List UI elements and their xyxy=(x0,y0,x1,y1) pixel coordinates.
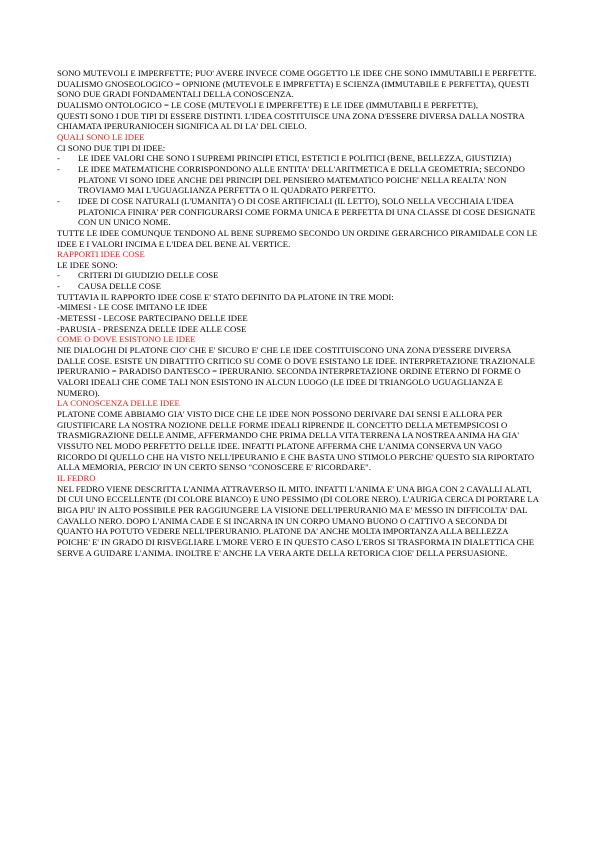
bullet-dash: - xyxy=(57,195,60,206)
paragraph: TUTTAVIA IL RAPPORTO IDEE COSE E' STATO DEFINITO DA PLATONE IN TRE MODI: xyxy=(57,291,394,302)
paragraph: DUALISMO GNOSEOLOGICO = OPNIONE (MUTEVOLE E IMPRFETTA) E SCIENZA (IMMUTABILE E PERFETTA), QUESTI SONO DUE GRADI FONDAMENTALI DELLA CONOSCENZA. xyxy=(57,78,530,100)
bullet-text: IDEE DI COSE NATURALI (L'UMANITA') O DI COSE ARTIFICIALI (IL LETTO), SOLO NELLA VECCHIAIA L'IDEA PLATONICA FINIRA' PER CONFIGURARSI COME FORMA UNICA E PERFETTA DI UNA CLASSE DI COSE DESIGNATE CON UN UNICO NOME. xyxy=(78,195,536,228)
bullet-item xyxy=(57,270,541,281)
bullet-dash: - xyxy=(57,153,60,164)
paragraph: LE IDEE SONO: xyxy=(57,259,118,270)
bullet-item xyxy=(57,164,541,196)
paragraph: DUALISMO ONTOLOGICO = LE COSE (MUTEVOLI E IMPERFETTE) E LE IDEE (IMMUTABILI E PERFETTE), xyxy=(57,99,478,110)
section-heading: QUALI SONO LE IDEE xyxy=(57,131,145,142)
bullet-text: LE IDEE MATEMATICHE CORRISPONDONO ALLE ENTITA' DELL'ARITMETICA E DELLA GEOMETRIA; SECONDO PLATONE VI SONO IDEE ANCHE DEI PRINCIPI DEL PENSIERO MATEMATICO POICHE' NELLA REALTA' NON TROVIAMO MAI L'UGUAGLIANZA PERFETTA O IL QUADRATO PERFETTO. xyxy=(78,163,525,196)
bullet-dash: - xyxy=(57,281,60,292)
bullet-item xyxy=(57,281,541,292)
paragraph: TUTTE LE IDEE COMUNQUE TENDONO AL BENE SUPREMO SECONDO UN ORDINE GERARCHICO PIRAMIDALE CON LE IDEE E I VALORI INCIMA E L'IDEA DEL BENE AL VERTICE. xyxy=(57,227,538,249)
section-heading: COME O DOVE ESISTONO LE IDEE xyxy=(57,334,196,345)
bullet-dash: - xyxy=(57,270,60,281)
paragraph: CI SONO DUE TIPI DI IDEE: xyxy=(57,142,166,153)
paragraph: NIE DIALOGHI DI PLATONE CIO' CHE E' SICURO E' CHE LE IDEE COSTITUISCONO UNA ZONA D'ESSERE DIVERSA DALLE COSE. ESISTE UN DIBATTITO CRITICO SU COME O DOVE ESISTANO LE IDEE. INTERPRETAZIONE TRAZIONALE IPERURANIO = PARADISO DANTESCO = IPERURANIO. SECONDA INTERPRETAZIONE ORDINE ETERNO DI FORME O VALORI IDEALI CHE COME TALI NON ESISTONO IN ALCUN LUOGO (LE IDEE DI TRIANGOLO UGUAGLIANZA E NUMERO). xyxy=(57,345,535,398)
paragraph: -METESSI - LECOSE PARTECIPANO DELLE IDEE xyxy=(57,313,248,324)
section-heading: LA CONOSCENZA DELLE IDEE xyxy=(57,398,180,409)
bullet-item xyxy=(57,153,541,164)
bullet-text: CAUSA DELLE COSE xyxy=(78,281,162,292)
document-page xyxy=(57,68,541,558)
section-heading: RAPPORTI IDEE COSE xyxy=(57,249,145,260)
bullet-text: CRITERI DI GIUDIZIO DELLE COSE xyxy=(78,270,219,281)
section-heading: IL FEDRO xyxy=(57,472,96,483)
paragraph: -PARUSIA - PRESENZA DELLE IDEE ALLE COSE xyxy=(57,323,247,334)
paragraph: PLATONE COME ABBIAMO GIA' VISTO DICE CHE LE IDEE NON POSSONO DERIVARE DAI SENSI E ALLORA PER GIUSTIFICARE LA NOSTRA NOZIONE DELLE FORME IDEALI RIPRENDE IL CONCETTO DELLA METEMPSICOSI O TRASMIGRAZIONE DELLE ANIME, AFFERMANDO CHE PRIMA DELLA VITA TERRENA LA NOSTREA ANIMA HA GIA' VISSUTO NEL MODO PERFETTO DELLE IDEE. INFATTI PLATONE AFFERMA CHE L'ANIMA CONSERVA UN VAGO RICORDO DI QUELLO CHE HA VISTO NELL'IPEURANIO E CHE BASTA UNO STIMOLO PERCHE' QUESTO SIA RIPORTATO ALLA MEMORIA, PERCIO' IN UN CERTO SENSO "CONOSCERE E' RICORDARE". xyxy=(57,409,535,473)
paragraph: SONO MUTEVOLI E IMPERFETTE; PUO' AVERE INVECE COME OGGETTO LE IDEE CHE SONO IMMUTABILI E PERFETTE. xyxy=(57,68,537,78)
bullet-text: LE IDEE VALORI CHE SONO I SUPREMI PRINCIPI ETICI, ESTETICI E POLITICI (BENE, BELLEZZA, GIUSTIZIA) xyxy=(78,153,512,164)
bullet-item xyxy=(57,196,541,228)
paragraph: -MIMESI - LE COSE IMITANO LE IDEE xyxy=(57,302,208,313)
paragraph: NEL FEDRO VIENE DESCRITTA L'ANIMA ATTRAVERSO IL MITO. INFATTI L'ANIMA E' UNA BIGA CON 2 CAVALLI ALATI, DI CUI UNO ECCELLENTE (DI COLORE BIANCO) E UNO PESSIMO (DI COLORE NERO). L'AURIGA CERCA DI PORTARE LA BIGA PIU' IN ALTO POSSIBILE PER RAGGIUNGERE LA VISIONE DELL'IPERURANIO MA E' MESSO IN DIFFICOLTA' DAL CAVALLO NERO. DOPO L'ANIMA CADE E SI INCARNA IN UN CORPO UMANO BUONO O CATTIVO A SECONDA DI QUANTO HA POTUTO VEDERE NELL'IPERURANIO. PLATONE DA' ANCHE MOLTA IMPORTANZA ALLA BELLEZZA POICHE' E' IN GRADO DI RISVEGLIARE L'MORE VERO E IN QUESTO CASO L'EROS SI TRASFORMA IN DIALETTICA CHE SERVE A GUIDARE L'ANIMA. INOLTRE E' ANCHE LA VERA ARTE DELLA RETORICA CIOE' DELLA PERSUASIONE. xyxy=(57,483,539,558)
paragraph: QUESTI SONO I DUE TIPI DI ESSERE DISTINTI. L'IDEA COSTITUISCE UNA ZONA D'ESSERE DIVERSA DALLA NOSTRA CHIAMATA IPERURANIOCEH SIGNIFICA AL DI LA' DEL CIELO. xyxy=(57,110,525,132)
bullet-dash: - xyxy=(57,163,60,174)
